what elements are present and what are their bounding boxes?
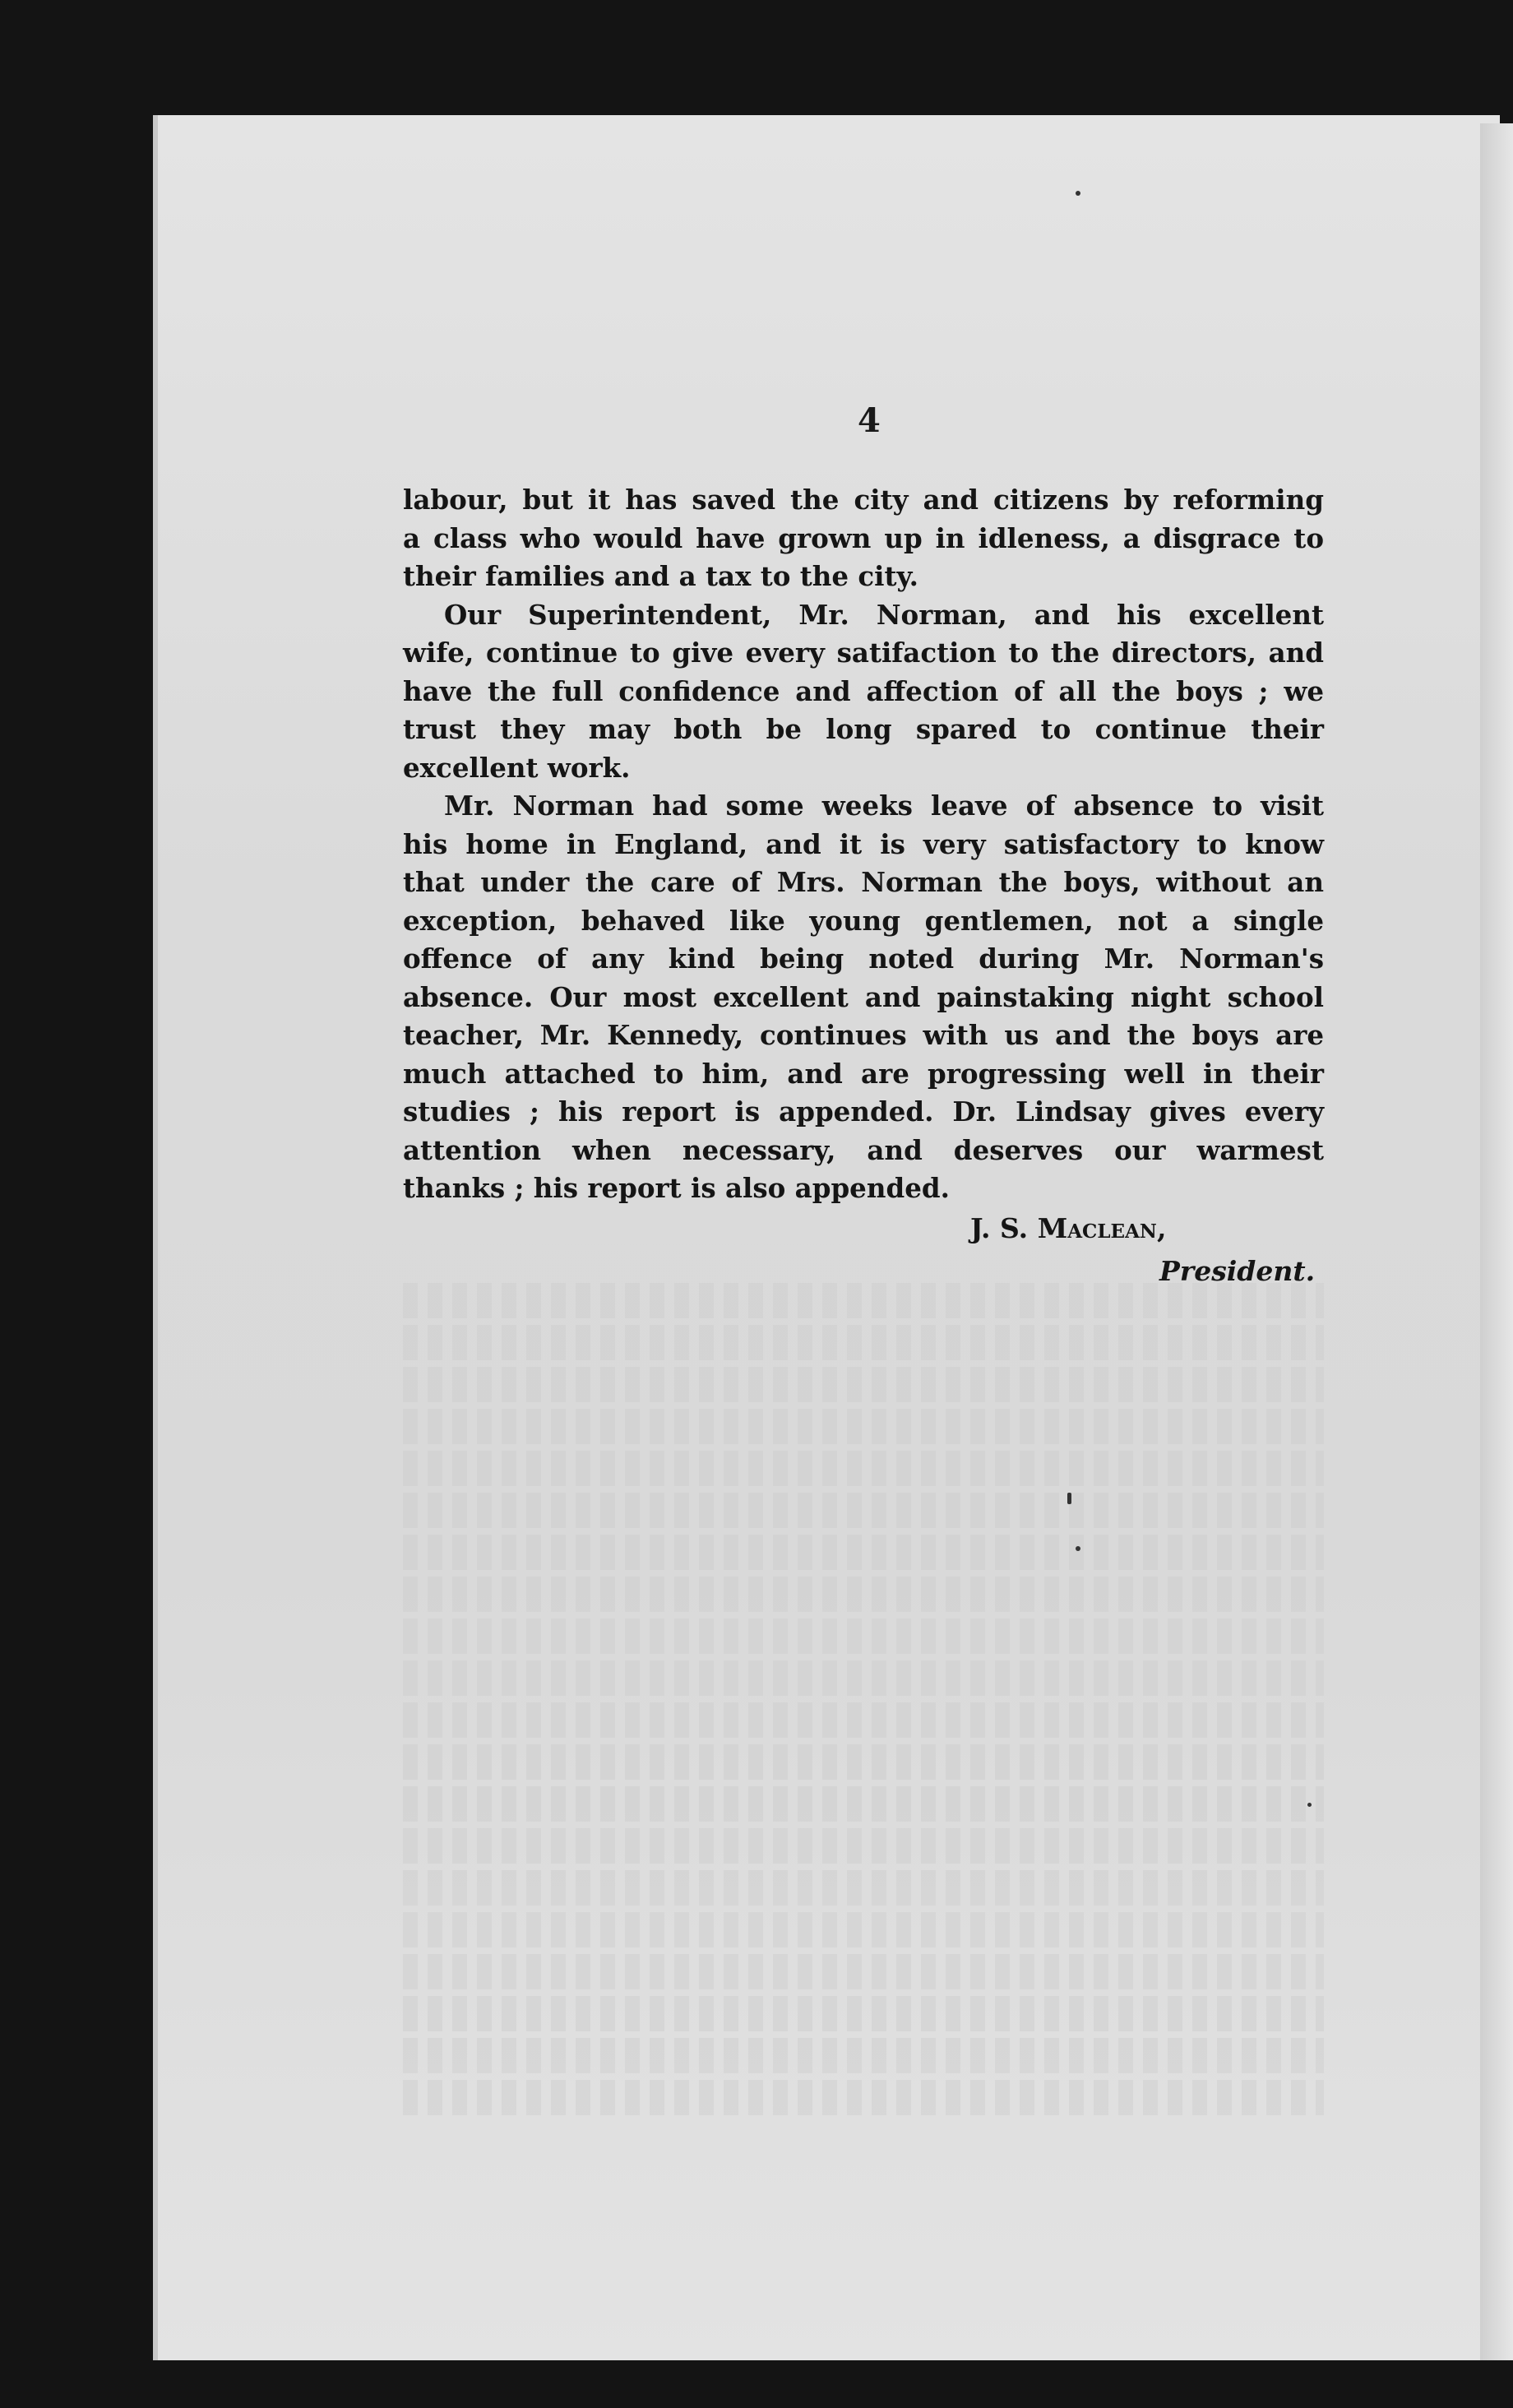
signature-title: President. [1159,1255,1316,1287]
paragraph-1 [403,481,1324,596]
bleed-through-text [403,1283,1324,2155]
page-number: 4 [858,401,881,440]
signature-surname: Maclean, [1037,1212,1167,1244]
text-line: their families and a tax to the city. [403,560,918,592]
paragraph-3 [403,787,1324,1208]
text-line: wife, continue to give every satifaction to the directors, and [403,637,1324,669]
text-line: attention when necessary, and deserves our warmest [403,1133,1324,1166]
text-line: teacher, Mr. Kennedy, continues with us and the boys are [403,1019,1324,1051]
text-line: Mr. Norman had some weeks leave of absence to visit [444,790,1324,822]
adjacent-page-edge [1480,123,1513,2360]
paper-speck [1076,191,1080,196]
text-line: his home in England, and it is very satisfactory to know [403,827,1324,860]
text-line: absence. Our most excellent and painstaking night school [403,980,1324,1013]
text-line: Our Superintendent, Mr. Norman, and his excellent [444,598,1324,631]
text-line: a class who would have grown up in idleness, a disgrace to [403,521,1324,554]
text-line: excellent work. [403,751,631,784]
text-line: offence of any kind being noted during Mr. Norman's [403,942,1324,975]
paragraph-2 [403,596,1324,788]
paper-speck [1307,1803,1312,1807]
text-line: thanks ; his report is also appended. [403,1172,950,1204]
text-line: studies ; his report is appended. Dr. Lindsay gives every [403,1095,1324,1128]
paper-speck [1067,1493,1071,1504]
text-line: have the full confidence and affection of all the boys ; we [403,674,1324,707]
text-line: much attached to him, and are progressing well in their [403,1057,1324,1090]
text-line: trust they may both be long spared to continue their [403,713,1324,745]
body-text [403,481,1324,1208]
text-line: labour, but it has saved the city and citizens by reforming [403,484,1324,516]
text-line: that under the care of Mrs. Norman the boys, without an [403,866,1324,898]
signature-name [970,1212,1332,1244]
paper-speck [1076,1546,1080,1551]
signature-initials: J. S. [970,1212,1029,1244]
text-line: exception, behaved like young gentlemen, not a single [403,904,1324,937]
